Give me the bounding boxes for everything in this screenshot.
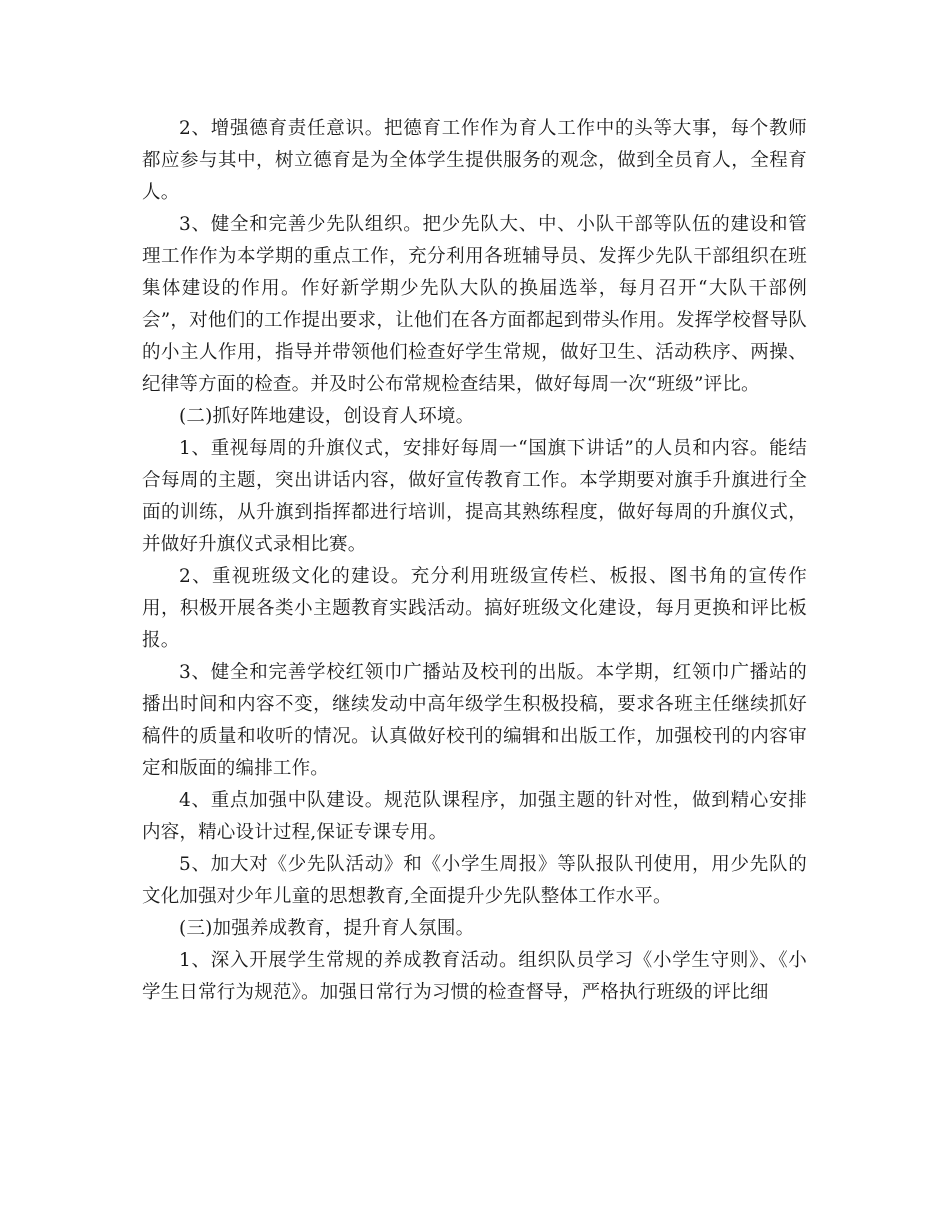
section-heading: (二)抓好阵地建设，创设育人环境。 — [179, 406, 475, 427]
paragraph: 3、健全和完善学校红领巾广播站及校刊的出版。本学期，红领巾广播站的播出时间和内容不变，继续发动中高年级学生积极投稿，要求各班主任继续抓好稿件的质量和收听的情况。认真做好校刊的编辑和出版工作，加强校刊的内容审定和版面的编排工作。 — [142, 662, 807, 779]
paragraph: 2、重视班级文化的建设。充分利用班级宣传栏、板报、图书角的宣传作用，积极开展各类小主题教育实践活动。搞好班级文化建设，每月更换和评比板报。 — [142, 566, 807, 651]
paragraph: 4、重点加强中队建设。规范队课程序，加强主题的针对性，做到精心安排内容，精心设计过程,保证专课专用。 — [142, 790, 807, 843]
paragraph: 3、健全和完善少先队组织。把少先队大、中、小队干部等队伍的建设和管理工作作为本学期的重点工作，充分利用各班辅导员、发挥少先队干部组织在班集体建设的作用。作好新学期少先队大队的换届选举，每月召开“大队干部例会”，对他们的工作提出要求，让他们在各方面都起到带头作用。发挥学校督导队的小主人作用，指导并带领他们检查好学生常规，做好卫生、活动秩序、两操、纪律等方面的检查。并及时公布常规检查结果，做好每周一次“班级”评比。 — [142, 214, 807, 395]
paragraph: 1、深入开展学生常规的养成教育活动。组织队员学习《小学生守则》、《小学生日常行为规范》。加强日常行为习惯的检查督导，严格执行班级的评比细 — [142, 950, 807, 1003]
paragraph: 5、加大对《少先队活动》和《小学生周报》等队报队刊使用，用少先队的文化加强对少年儿童的思想教育,全面提升少先队整体工作水平。 — [142, 854, 807, 907]
document-body — [142, 113, 807, 1009]
paragraph: 1、重视每周的升旗仪式，安排好每周一“国旗下讲话”的人员和内容。能结合每周的主题，突出讲话内容，做好宣传教育工作。本学期要对旗手升旗进行全面的训练，从升旗到指挥都进行培训，提高其熟练程度，做好每周的升旗仪式，并做好升旗仪式录相比赛。 — [142, 438, 807, 555]
section-heading: (三)加强养成教育，提升育人氛围。 — [179, 918, 475, 939]
paragraph: 2、增强德育责任意识。把德育工作作为育人工作中的头等大事，每个教师都应参与其中，树立德育是为全体学生提供服务的观念，做到全员育人，全程育人。 — [142, 118, 807, 203]
